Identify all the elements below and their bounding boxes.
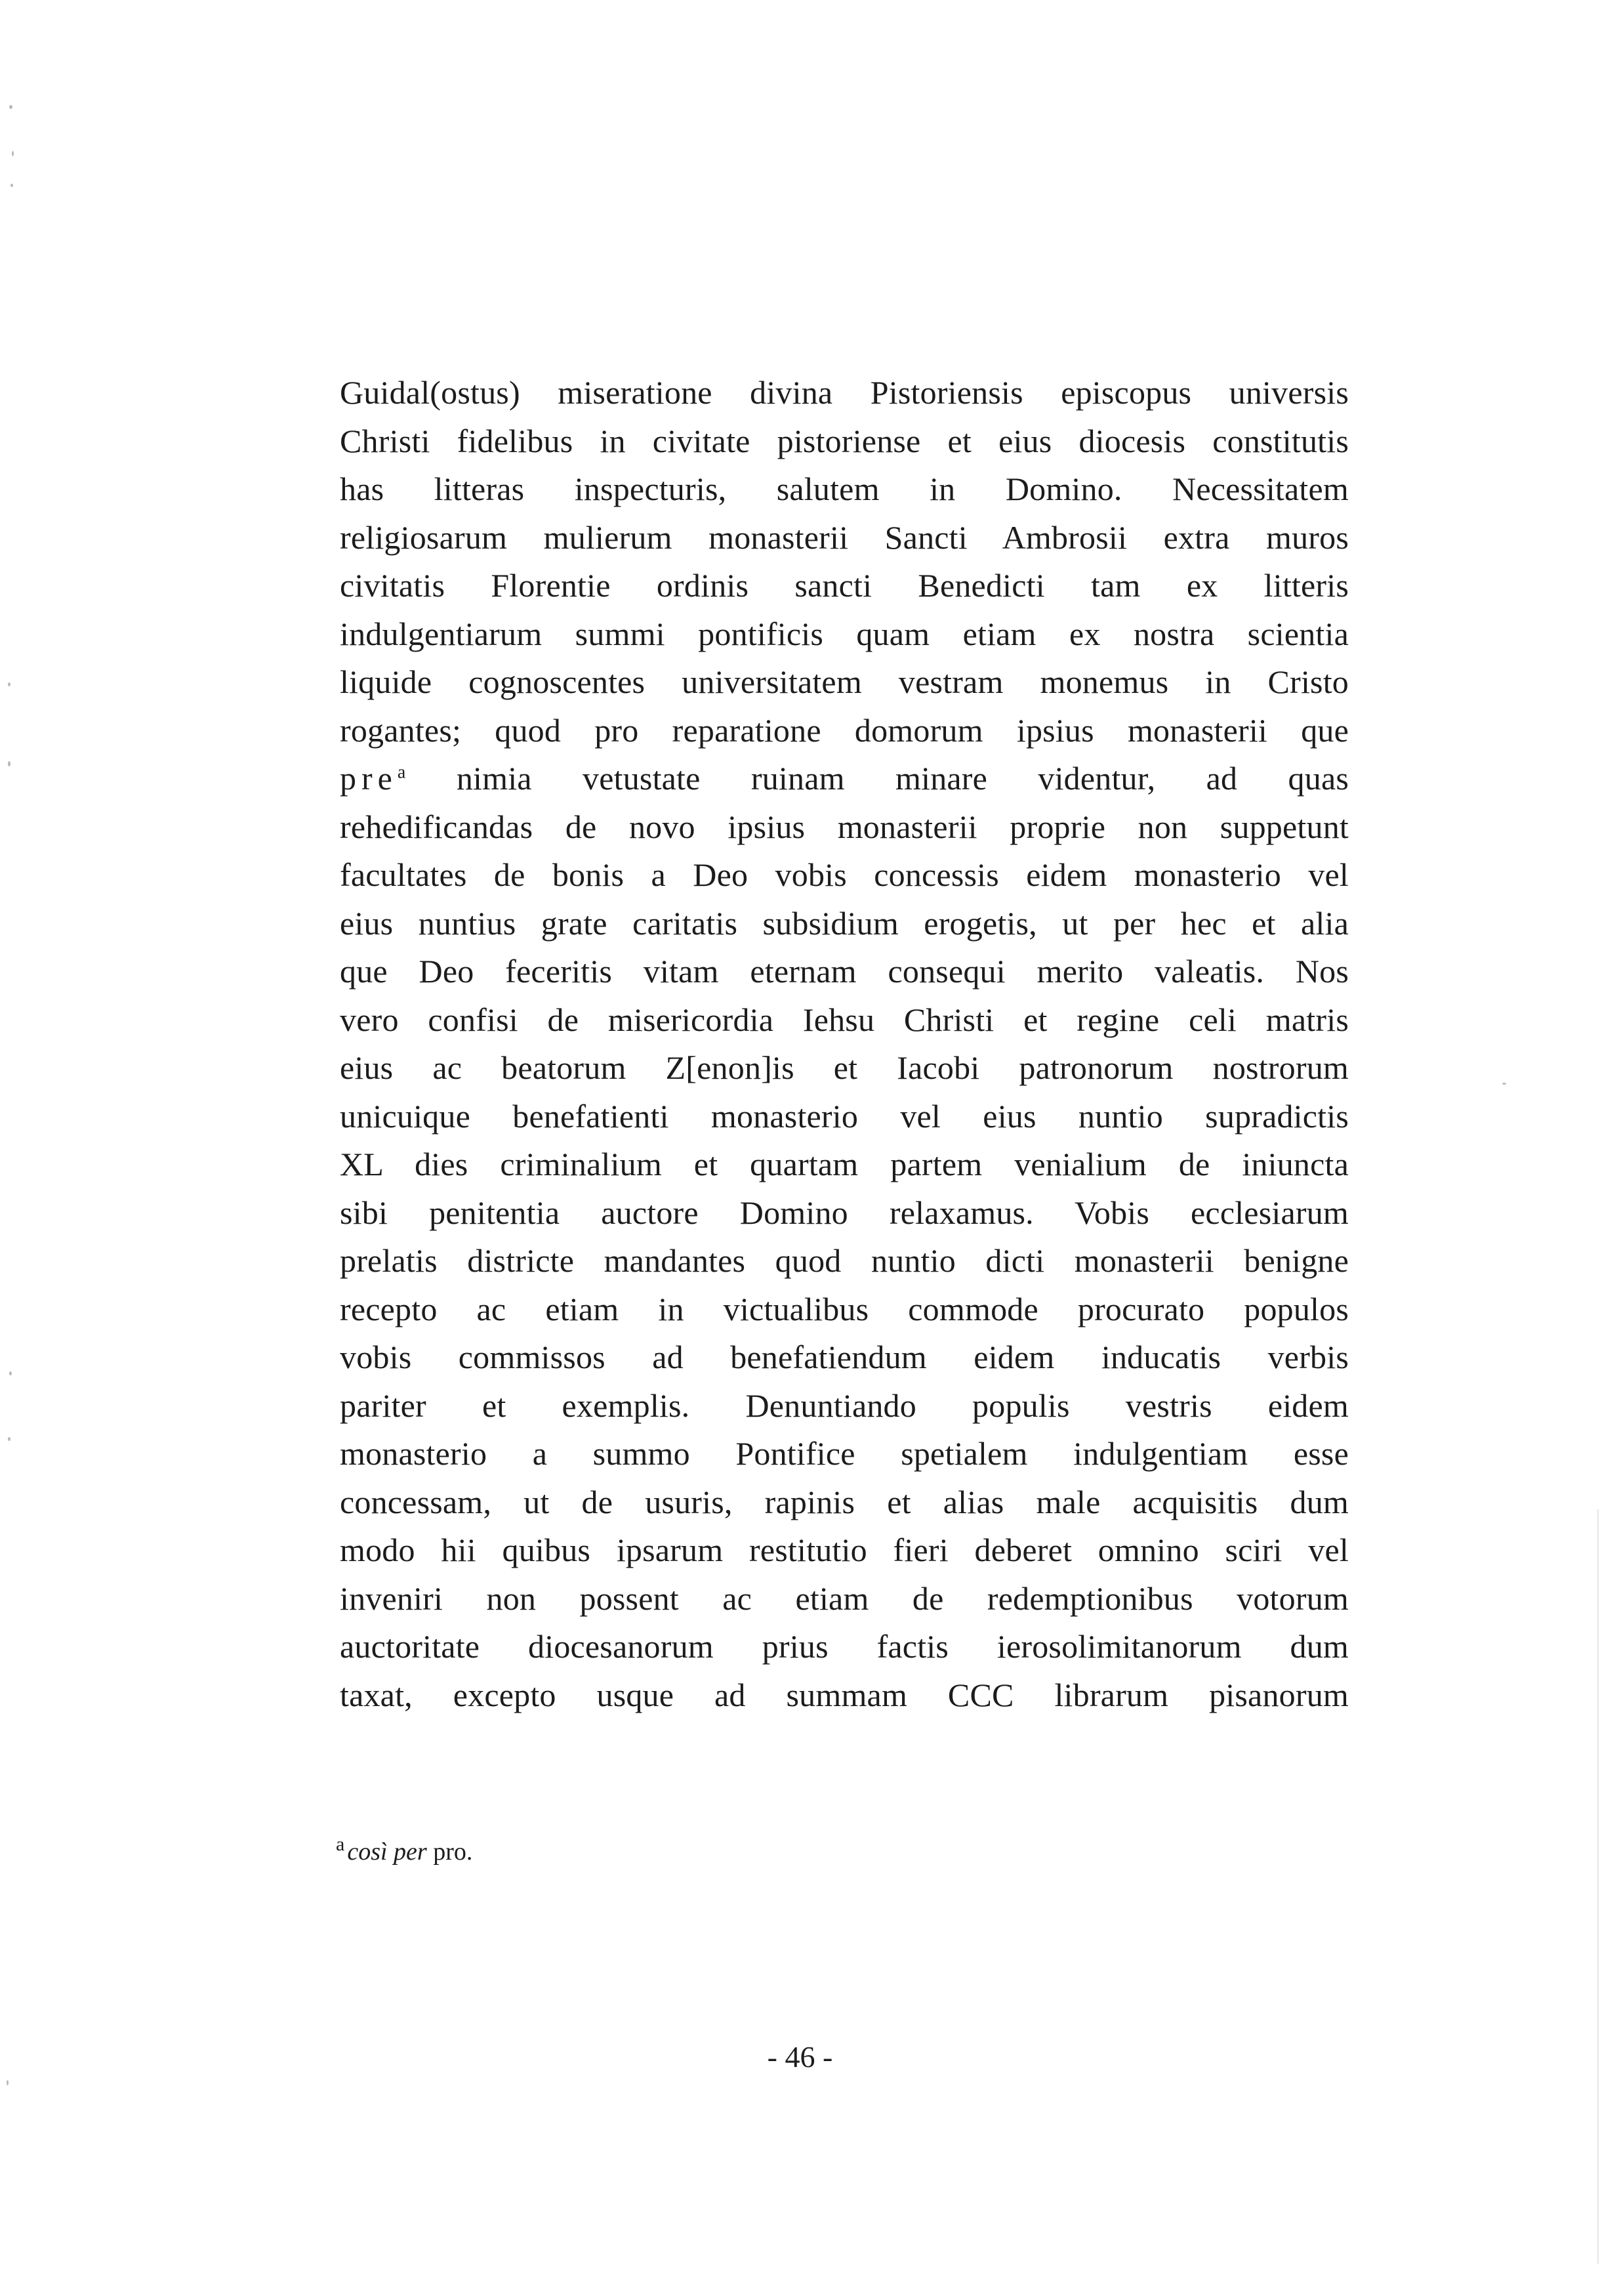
text-line: Guidal(ostus) miseratione divina Pistoriensis episcopus universis — [340, 374, 1349, 411]
footnote — [336, 1833, 473, 1866]
text-line: religiosarum mulierum monasterii Sancti Ambrosii extra muros — [340, 518, 1349, 556]
text-line: que Deo feceritis vitam eternam consequi merito valeatis. Nos — [340, 953, 1349, 990]
text-line: unicuique benefatienti monasterio vel eius nuntio supradictis — [340, 1097, 1349, 1135]
scan-edge — [1597, 1509, 1599, 2264]
scan-speck — [8, 682, 10, 686]
footnote-marker: a — [336, 1833, 345, 1856]
text-line: vero confisi de misericordia Iehsu Christi et regine celi matris — [340, 1001, 1349, 1038]
text-line: vobis commissos ad benefatiendum eidem inducatis verbis — [340, 1339, 1349, 1375]
text-line: monasterio a summo Pontifice spetialem indulgentiam esse — [340, 1435, 1349, 1472]
scan-speck — [8, 1437, 10, 1441]
text-line: auctoritate diocesanorum prius factis ierosolimitanorum dum — [340, 1628, 1349, 1665]
text-line: Christi fidelibus in civitate pistoriense et eius diocesis constitutis — [340, 422, 1349, 459]
footnote-word: per — [394, 1838, 427, 1866]
text-line: rogantes; quod pro reparatione domorum ipsius monasterii que — [340, 711, 1349, 749]
scan-speck — [10, 184, 13, 187]
body-text — [340, 369, 1349, 1719]
footnote-word: così — [347, 1838, 388, 1866]
text-line: civitatis Florentie ordinis sancti Benedicti tam ex litteris — [340, 567, 1349, 604]
text-line: inveniri non possent ac etiam de redemptionibus votorum — [340, 1579, 1349, 1617]
text-line: rehedificandas de novo ipsius monasterii proprie non suppetunt — [340, 808, 1349, 845]
footnote-ref-marker: a — [397, 762, 406, 783]
text-line: modo hii quibus ipsarum restitutio fieri deberet omnino sciri vel — [340, 1532, 1349, 1568]
text-line: prelatis districte mandantes quod nuntio dicti monasterii benigne — [340, 1242, 1349, 1279]
text-line: concessam, ut de usuris, rapinis et alias male acquisitis dum — [340, 1483, 1349, 1520]
scan-speck — [9, 1371, 12, 1375]
footnote-word: pro. — [433, 1838, 473, 1866]
text-line: pariter et exemplis. Denuntiando populis vestris eidem — [340, 1387, 1349, 1424]
text-line: eius nuntius grate caritatis subsidium erogetis, ut per hec et alia — [340, 904, 1349, 942]
page-number: - 46 - — [767, 2040, 833, 2074]
text-line: XL dies criminalium et quartam partem venialium de iniuncta — [340, 1146, 1349, 1182]
text-line: liquide cognoscentes universitatem vestram monemus in Cristo — [340, 663, 1349, 700]
text-line: indulgentiarum summi pontificis quam etiam ex nostra scientia — [340, 615, 1349, 652]
scan-speck — [12, 151, 14, 156]
text-line-with-footnote-ref — [340, 755, 1349, 803]
scan-speck — [8, 761, 10, 766]
scan-speck — [9, 105, 12, 109]
text-line: eius ac beatorum Z[enon]is et Iacobi patronorum nostrorum — [340, 1049, 1349, 1086]
text-line: recepto ac etiam in victualibus commode procurato populos — [340, 1290, 1349, 1327]
scan-speck — [1502, 1083, 1506, 1085]
line-prefix: pre — [340, 760, 398, 797]
text-line: facultates de bonis a Deo vobis concessis eidem monasterio vel — [340, 856, 1349, 893]
text-line: taxat, excepto usque ad summam CCC librarum pisanorum — [340, 1676, 1349, 1713]
line-rest: nimia vetustate ruinam minare videntur, ad quas — [456, 760, 1349, 797]
text-line: has litteras inspecturis, salutem in Domino. Necessitatem — [340, 470, 1349, 507]
scan-speck — [7, 2080, 9, 2085]
text-line: sibi penitentia auctore Domino relaxamus. Vobis ecclesiarum — [340, 1194, 1349, 1231]
